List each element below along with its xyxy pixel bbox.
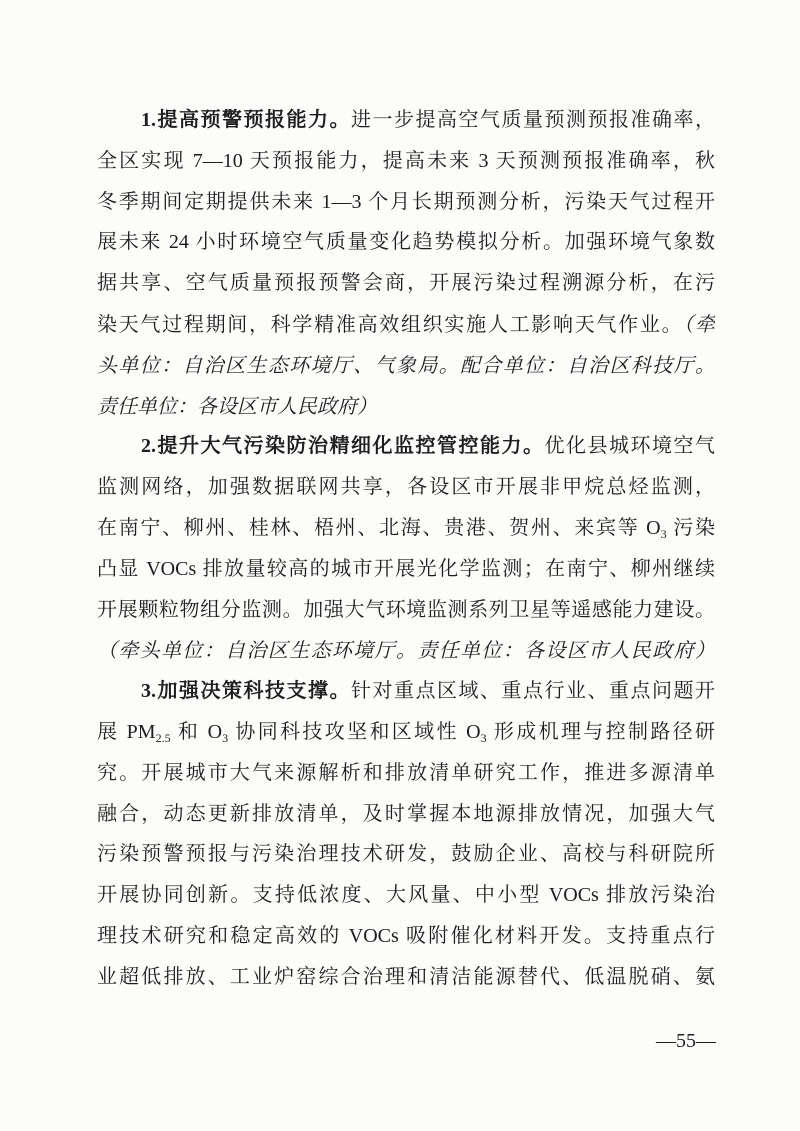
subscript: 3 — [222, 730, 229, 745]
text-segment: 融合，动态更新排放清单，及时掌握本地源排放情况，加强大气 — [97, 802, 715, 825]
text-line — [97, 426, 715, 467]
paragraph-item-3 — [97, 671, 715, 997]
text-segment: 展 PM — [97, 720, 156, 743]
text-line — [97, 100, 715, 141]
text-segment: 业超低排放、工业炉窑综合治理和清洁能源替代、低温脱硝、氨 — [97, 965, 715, 988]
text-segment: 开展协同创新。支持低浓度、大风量、中小型 VOCs 排放污染治 — [97, 884, 715, 907]
document-body — [97, 100, 715, 998]
text-line — [97, 141, 715, 182]
item-heading: 3.加强决策科技支撑。 — [141, 680, 351, 703]
text-segment: （牵头单位：自治区生态环境厅。责任单位：各设区市人民政府） — [97, 638, 715, 663]
text-segment: 和 O — [170, 720, 223, 743]
text-line — [97, 794, 715, 835]
text-segment: 据共享、空气质量预报预警会商，开展污染过程溯源分析，在污 — [97, 272, 715, 295]
item-heading: 2.提升大气污染防治精细化监控管控能力。 — [141, 435, 545, 458]
text-line — [97, 222, 715, 263]
text-line — [97, 712, 715, 753]
text-segment: 全区实现 7—10 天预报能力，提高未来 3 天预测预报准确率，秋 — [97, 149, 715, 172]
text-line — [97, 590, 715, 631]
subscript: 3 — [660, 526, 667, 541]
paragraph-item-1 — [97, 100, 715, 426]
text-segment: 针对重点区域、重点行业、重点问题开 — [351, 680, 715, 703]
text-segment: 形成机理与控制路径研 — [486, 720, 715, 743]
text-segment: 凸显 VOCs 排放量较高的城市开展光化学监测；在南宁、柳州继续 — [97, 557, 715, 580]
subscript: 3 — [480, 730, 487, 745]
text-line — [97, 671, 715, 712]
subscript: 2.5 — [155, 730, 171, 745]
text-segment: 究。开展城市大气来源解析和排放清单研究工作，推进多源清单 — [97, 761, 715, 784]
text-segment: 染天气过程期间，科学精准高效组织实施人工影响天气作业。 — [97, 313, 684, 336]
text-segment: 开展颗粒物组分监测。加强大气环境监测系列卫星等遥感能力建设。 — [97, 598, 715, 621]
text-segment: 在南宁、柳州、桂林、梧州、北海、贵港、贺州、来宾等 O — [97, 516, 661, 539]
text-segment: （牵 — [683, 311, 715, 336]
text-line — [97, 875, 715, 916]
text-segment: 污染 — [666, 516, 715, 539]
text-line — [97, 549, 715, 590]
text-segment: 头单位：自治区生态环境厅、气象局。配合单位：自治区科技厅。 — [97, 352, 715, 377]
text-segment: 冬季期间定期提供未来 1—3 个月长期预测分析，污染天气过程开 — [97, 190, 715, 213]
item-heading: 1.提高预警预报能力。 — [141, 109, 351, 131]
text-line — [97, 263, 715, 304]
text-line — [97, 957, 715, 998]
text-line — [97, 304, 715, 345]
text-segment: 展未来 24 小时环境空气质量变化趋势模拟分析。加强环境气象数 — [97, 231, 715, 254]
text-segment: 协同科技攻坚和区域性 O — [228, 720, 481, 743]
text-segment: 责任单位：各设区市人民政府） — [97, 393, 377, 418]
text-line — [97, 753, 715, 794]
text-line — [97, 508, 715, 549]
text-segment: 污染预警预报与污染治理技术研发，鼓励企业、高校与科研院所 — [97, 843, 715, 866]
text-line — [97, 182, 715, 223]
text-segment: 优化县城环境空气 — [544, 435, 715, 458]
text-line — [97, 345, 715, 386]
text-segment: 理技术研究和稳定高效的 VOCs 吸附催化材料开发。支持重点行 — [97, 924, 715, 947]
text-line — [97, 630, 715, 671]
text-segment: 监测网络，加强数据联网共享，各设区市开展非甲烷总烃监测， — [97, 476, 715, 499]
text-line — [97, 467, 715, 508]
paragraph-item-2 — [97, 426, 715, 671]
text-line — [97, 916, 715, 957]
text-line — [97, 834, 715, 875]
text-segment: 进一步提高空气质量预测预报准确率， — [351, 109, 715, 131]
page-number: —55— — [656, 1030, 716, 1052]
text-line — [97, 386, 715, 427]
